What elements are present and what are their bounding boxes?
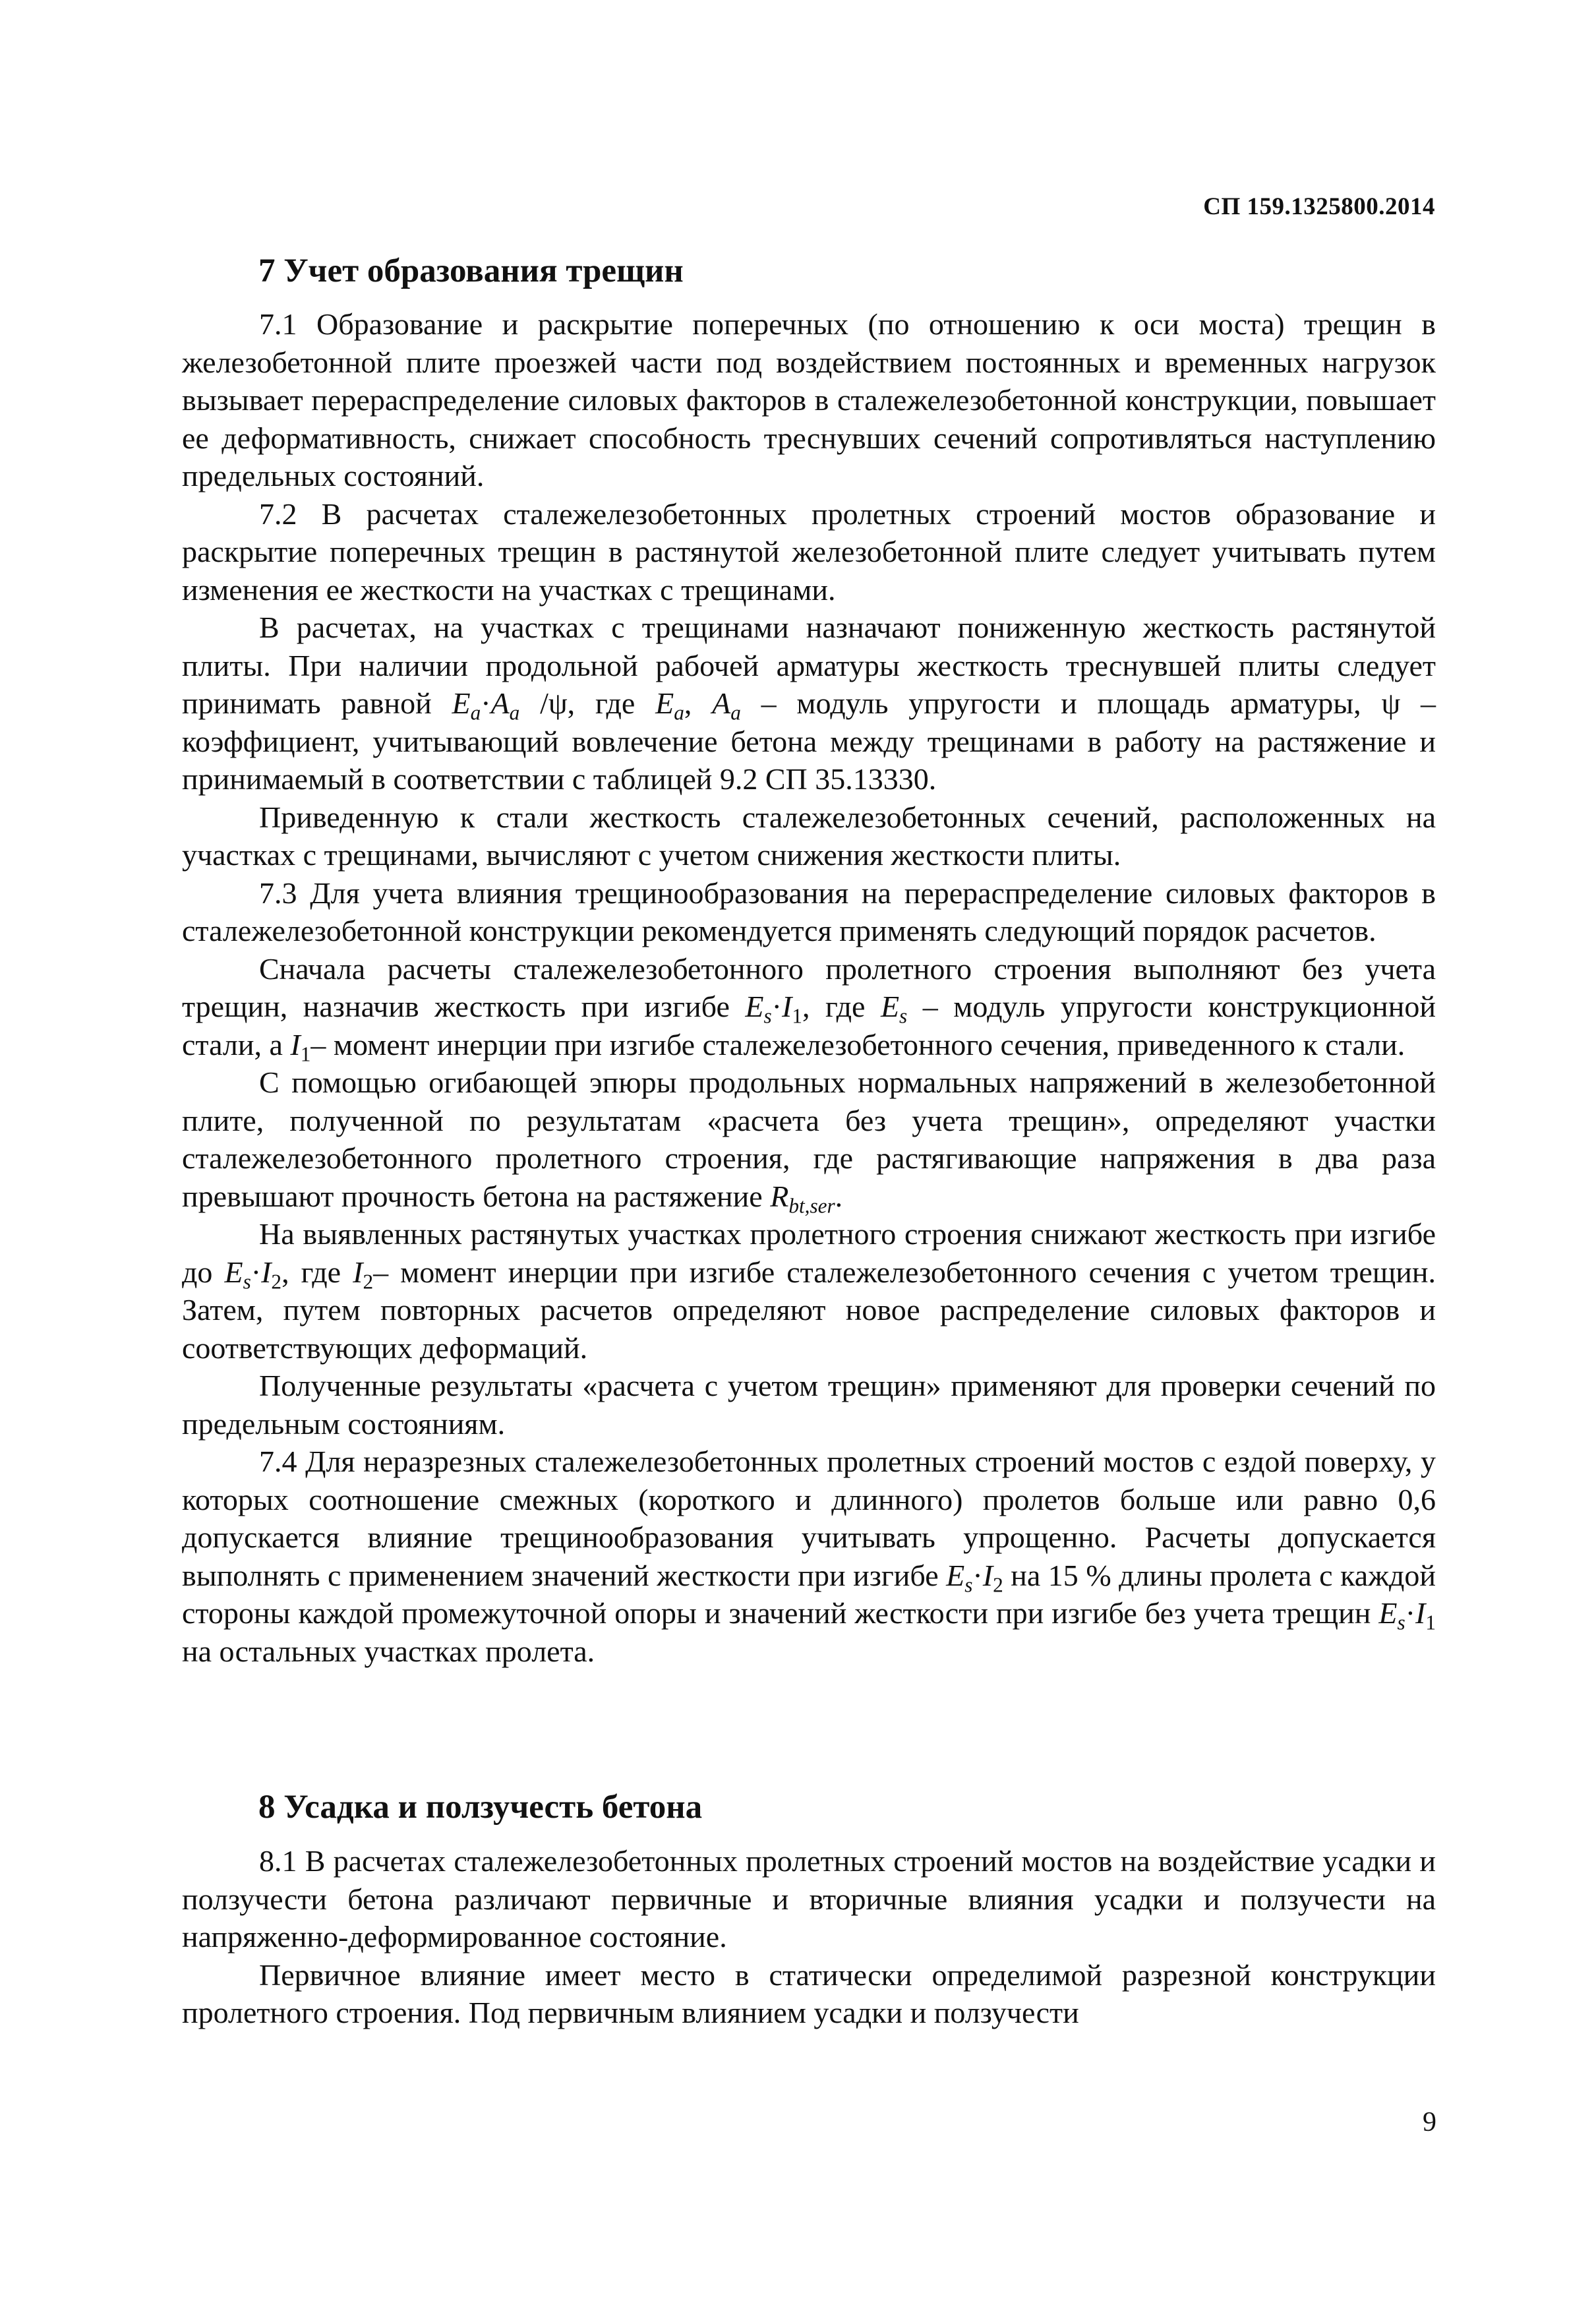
paragraph-7-2-stiffness: В расчетах, на участках с трещинами назначают пониженную жесткость растянутой плиты. При наличии продольной рабочей арматуры жесткость треснувшей плиты следует принимать равной $E_a\cdot A_a$ /ψ, где $E_a$, $A_a$ – модуль упругости и площадь арматуры, ψ – коэффициент, учитывающий вовлечение бетона между трещинами в работу на растяжение и принимаемый в соответствии с таблицей 9.2 СП 35.13330. bbox=[182, 611, 1436, 796]
paragraph-7-3: 7.3 Для учета влияния трещинообразования на перераспределение силовых факторов в сталежелезобетонной конструкции рекомендуется применять следующий порядок расчетов. bbox=[182, 876, 1436, 947]
paragraph-7-3-reduced-stiffness: На выявленных растянутых участках пролетного строения снижают жесткость при изгибе до $E_s\cdot I_2$, где $I_2-$ момент инерции при изгибе сталежелезобетонного сечения с учетом трещин. Затем, путем повторных расчетов определяют новое распределение силовых факторов и соответствующих деформаций. bbox=[182, 1217, 1436, 1365]
paragraph-8-1: 8.1 В расчетах сталежелезобетонных пролетных строений мостов на воздействие усадки и ползучести бетона различают первичные и вторичные влияния усадки и ползучести на напряженно-деформированное состояние. bbox=[182, 1844, 1436, 1954]
paragraph-7-2-reduced: Приведенную к стали жесткость сталежелезобетонных сечений, расположенных на участках с трещинами, вычисляют с учетом снижения жесткости плиты. bbox=[182, 800, 1436, 872]
section-7-heading: 7 Учет образования трещин bbox=[258, 253, 684, 289]
section-7-body bbox=[182, 305, 1436, 1670]
paragraph-8-1-primary: Первичное влияние имеет место в статически определимой разрезной конструкции пролетного строения. Под первичным влиянием усадки и ползучести bbox=[182, 1957, 1436, 2029]
paragraph-7-3-envelope: С помощью огибающей эпюры продольных нормальных напряжений в железобетонной плите, полученной по результатам «расчета без учета трещин», определяют участки сталежелезобетонного пролетного строения, где растягивающие напряжения в два раза превышают прочность бетона на растяжение $R_{bt,ser}$. bbox=[182, 1065, 1436, 1217]
paragraph-7-4: 7.4 Для неразрезных сталежелезобетонных пролетных строений мостов с ездой поверху, у которых соотношение смежных (короткого и длинного) пролетов больше или равно 0,6 допускается влияние трещинообразования учитывать упрощенно. Расчеты допускается выполнять с применением значений жесткости при изгибе $E_s\cdot I_2$ на 15 % длины пролета с каждой стороны каждой промежуточной опоры и значений жесткости при изгибе без учета трещин $E_s\cdot I_1$ на остальных участках пролета. bbox=[182, 1445, 1436, 1668]
page-number: 9 bbox=[1423, 2107, 1436, 2137]
section-8-body bbox=[182, 1842, 1436, 2032]
paragraph-7-3-first-pass: Сначала расчеты сталежелезобетонного пролетного строения выполняют без учета трещин, назначив жесткость при изгибе $E_s\cdot I_1$, где $E_s$ – модуль упругости конструкционной стали, а $I_1-$ момент инерции при изгибе сталежелезобетонного сечения, приведенного к стали. bbox=[182, 951, 1436, 1065]
paragraph-7-3-results: Полученные результаты «расчета с учетом трещин» применяют для проверки сечений по предельным состояниям. bbox=[182, 1369, 1436, 1441]
paragraph-7-2: 7.2 В расчетах сталежелезобетонных пролетных строений мостов образование и раскрытие поперечных трещин в растянутой железобетонной плите следует учитывать путем изменения ее жесткости на участках с трещинами. bbox=[182, 496, 1436, 607]
section-8-heading: 8 Усадка и ползучесть бетона bbox=[258, 1789, 703, 1826]
paragraph-7-1: 7.1 Образование и раскрытие поперечных (по отношению к оси моста) трещин в железобетонной плите проезжей части под воздействием постоянных и временных нагрузок вызывает перераспределение силовых факторов в сталежелезобетонной конструкции, повышает ее деформативность, снижает способность треснувших сечений сопротивляться наступлению предельных состояний. bbox=[182, 307, 1436, 492]
document-code: СП 159.1325800.2014 bbox=[1203, 193, 1435, 220]
